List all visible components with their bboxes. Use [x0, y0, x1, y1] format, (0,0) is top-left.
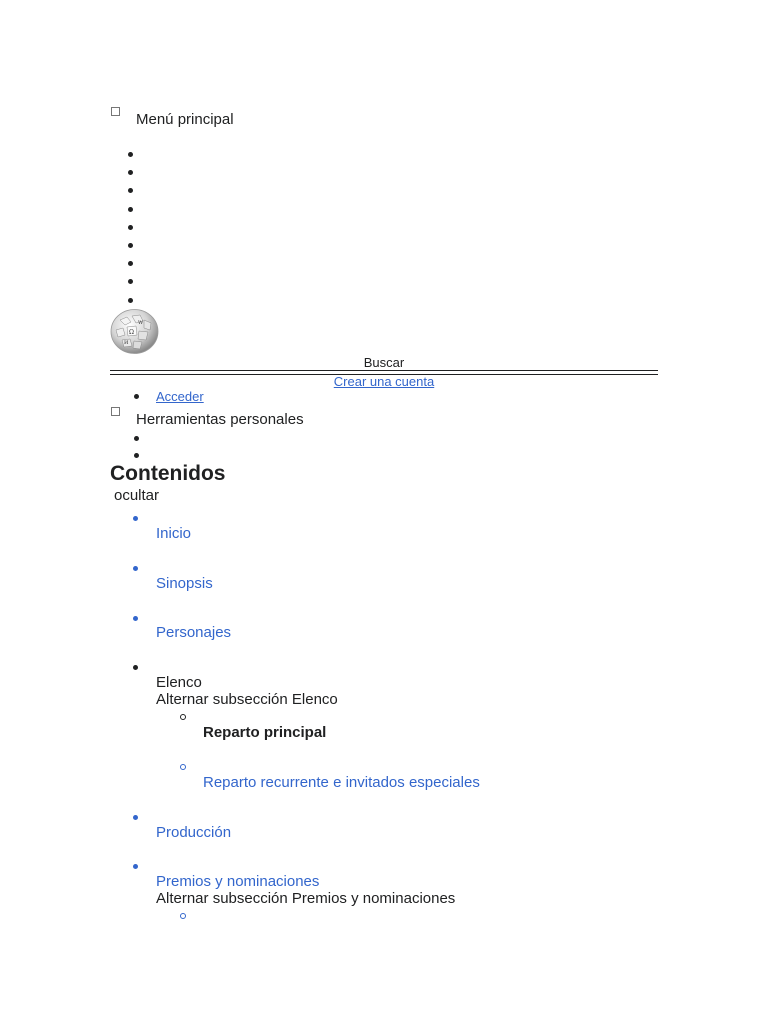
personal-tools-item[interactable]: [134, 436, 139, 441]
toc-item-inicio[interactable]: Inicio: [156, 525, 192, 542]
main-menu-item[interactable]: [128, 225, 133, 230]
toc-item-personajes[interactable]: Personajes: [156, 624, 232, 641]
toc-subitem-reparto-recurrente[interactable]: Reparto recurrente e invitados especiales: [203, 774, 480, 791]
main-menu-item[interactable]: [128, 243, 133, 248]
main-menu-item[interactable]: [128, 207, 133, 212]
search-button[interactable]: Buscar: [363, 355, 405, 370]
main-menu-checkbox[interactable]: [111, 107, 120, 116]
wikipedia-globe-logo[interactable]: [110, 308, 159, 354]
globe-icon: [110, 308, 159, 354]
main-menu-item[interactable]: [128, 152, 133, 157]
toc-sub-bullet: [180, 714, 186, 720]
toc-bullet: [133, 815, 138, 820]
personal-tools-checkbox[interactable]: [111, 407, 120, 416]
login-bullet: [134, 394, 139, 399]
toc-bullet: [133, 566, 138, 571]
create-account-label[interactable]: Crear una cuenta: [333, 374, 435, 389]
main-menu-item[interactable]: [128, 279, 133, 284]
svg-text:W: W: [138, 320, 144, 326]
main-menu-item[interactable]: [128, 261, 133, 266]
toc-bullet: [133, 616, 138, 621]
personal-tools-item[interactable]: [134, 453, 139, 458]
main-menu-item[interactable]: [128, 170, 133, 175]
toc-sub-bullet: [180, 764, 186, 770]
main-menu-label[interactable]: Menú principal: [136, 111, 234, 128]
toc-item-premios[interactable]: Premios y nominaciones: [156, 873, 320, 890]
toc-bullet: [133, 864, 138, 869]
main-menu-item[interactable]: [128, 298, 133, 303]
toc-toggle-premios[interactable]: Alternar subsección Premios y nominaciones: [156, 890, 456, 907]
toc-sub-bullet: [180, 913, 186, 919]
toc-item-produccion[interactable]: Producción: [156, 824, 232, 841]
svg-text:И: И: [124, 340, 129, 346]
toc-subitem-reparto-principal[interactable]: Reparto principal: [203, 724, 327, 741]
svg-text:Ω: Ω: [129, 329, 134, 336]
toc-item-elenco[interactable]: Elenco: [156, 674, 202, 691]
toc-bullet: [133, 665, 138, 670]
toc-bullet: [133, 516, 138, 521]
toc-item-sinopsis[interactable]: Sinopsis: [156, 575, 213, 592]
personal-tools-label[interactable]: Herramientas personales: [136, 411, 304, 428]
toc-toggle-elenco[interactable]: Alternar subsección Elenco: [156, 691, 338, 708]
login-link[interactable]: Acceder: [156, 389, 204, 404]
toc-hide-button[interactable]: ocultar: [114, 487, 160, 504]
toc-title: Contenidos: [110, 462, 226, 485]
create-account-link[interactable]: [110, 374, 658, 389]
main-menu-item[interactable]: [128, 188, 133, 193]
